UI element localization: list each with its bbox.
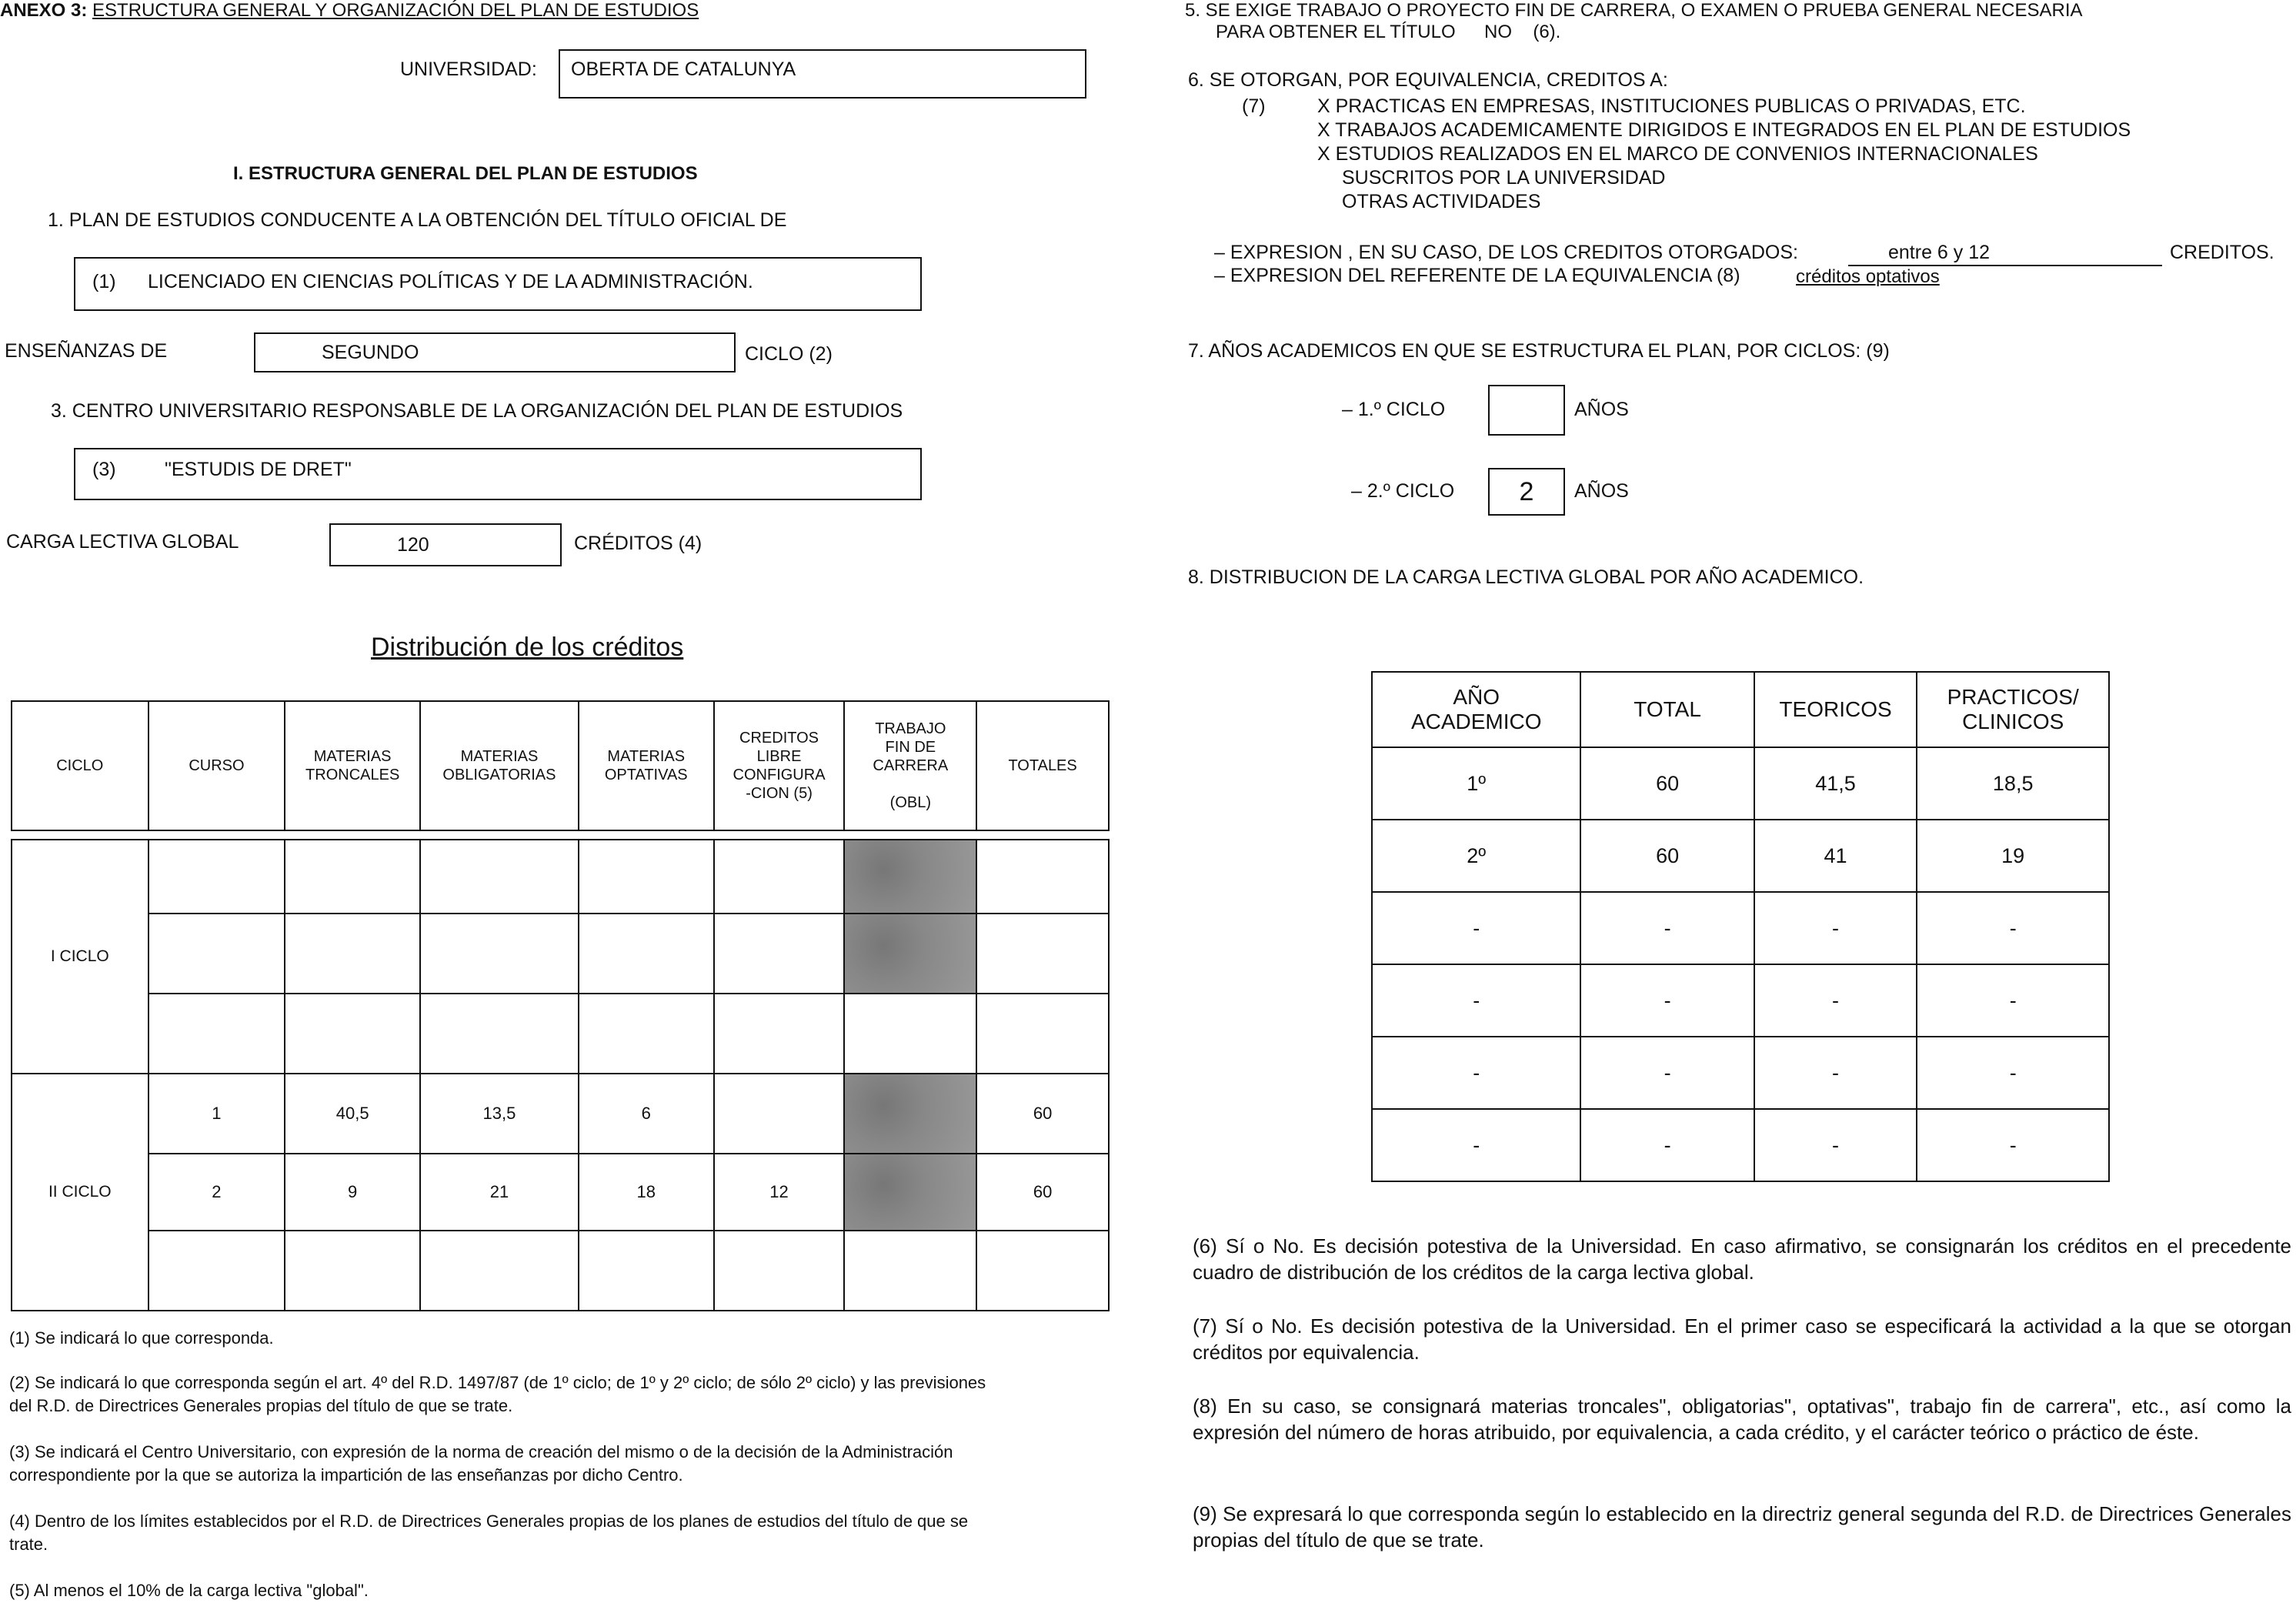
- ciclo2-years-box: [1488, 468, 1565, 516]
- item5-answer: NO: [1483, 22, 1512, 42]
- right-note-7: (7) Sí o No. Es decisión potestiva de la Universidad. En el primer caso se especificará la actividad a la que se otorgan créditos por equivalencia.: [1193, 1314, 2291, 1364]
- item7-title: 7. AÑOS ACADEMICOS EN QUE SE ESTRUCTURA EL PLAN, POR CICLOS: (9): [1188, 340, 1890, 362]
- libre-cell: 12: [714, 1154, 845, 1231]
- expr-credits-suffix: CREDITOS.: [2170, 242, 2274, 263]
- university-field: [559, 49, 1086, 99]
- header-totales: TOTALES: [976, 701, 1109, 830]
- ciclo2-years-unit: AÑOS: [1574, 480, 1629, 502]
- credits-header-row: [12, 701, 1109, 830]
- ensenanzas-suffix: CICLO (2): [745, 343, 833, 365]
- center-ref: (3): [92, 459, 116, 480]
- obligatorias-cell: 21: [420, 1154, 579, 1231]
- center-field: [74, 448, 922, 500]
- item6-option-4: SUSCRITOS POR LA UNIVERSIDAD: [1342, 167, 1666, 189]
- optativas-cell: 18: [579, 1154, 714, 1231]
- ciclo2-label: II CICLO: [12, 1074, 149, 1311]
- year-row: - - - -: [1372, 892, 2109, 964]
- left-note-5: (5) Al menos el 10% de la carga lectiva "global".: [9, 1581, 369, 1600]
- item3-text: 3. CENTRO UNIVERSITARIO RESPONSABLE DE LA ORGANIZACIÓN DEL PLAN DE ESTUDIOS: [51, 400, 903, 422]
- carga-suffix: CRÉDITOS (4): [574, 533, 702, 554]
- university-value: OBERTA DE CATALUNYA: [571, 58, 796, 80]
- section1-title: I. ESTRUCTURA GENERAL DEL PLAN DE ESTUDIOS: [233, 163, 698, 184]
- header-libre: CREDITOS LIBRE CONFIGURA -CION (5): [714, 701, 845, 830]
- right-note-9: (9) Se expresará lo que corresponda según lo establecido en la directriz general segunda del R.D. de Directrices Generales propias del título de que se trate.: [1193, 1502, 2291, 1552]
- year-row: - - - -: [1372, 964, 2109, 1037]
- ciclo2-row-1: [12, 1074, 1109, 1154]
- left-note-1: (1) Se indicará lo que corresponda.: [9, 1328, 274, 1348]
- carga-field: [329, 523, 562, 566]
- optativas-cell: 6: [579, 1074, 714, 1154]
- ciclo1-row-1: [12, 840, 1109, 914]
- expr-credits-label: – EXPRESION , EN SU CASO, DE LOS CREDITOS OTORGADOS:: [1214, 242, 1798, 263]
- year-header-row: [1372, 672, 2109, 747]
- year-row: 2º 60 41 19: [1372, 820, 2109, 892]
- carga-value: 120: [397, 534, 429, 556]
- ciclo2-row-3: [12, 1231, 1109, 1311]
- annex-title: ESTRUCTURA GENERAL Y ORGANIZACIÓN DEL PLAN DE ESTUDIOS: [92, 0, 699, 21]
- totales-cell: 60: [976, 1154, 1109, 1231]
- libre-cell: [714, 1074, 845, 1154]
- item5-line1: 5. SE EXIGE TRABAJO O PROYECTO FIN DE CARRERA, O EXAMEN O PRUEBA GENERAL NECESARIA: [1185, 0, 2083, 21]
- degree-ref: (1): [92, 271, 116, 292]
- item6-option-1: X PRACTICAS EN EMPRESAS, INSTITUCIONES PUBLICAS O PRIVADAS, ETC.: [1317, 95, 2026, 117]
- curso-cell: 2: [149, 1154, 285, 1231]
- ciclo1-years-label: – 1.º CICLO: [1342, 399, 1446, 420]
- ciclo2-years-value: 2: [1519, 477, 1534, 506]
- ciclo1-row-3: [12, 994, 1109, 1074]
- header-obligatorias: MATERIAS OBLIGATORIAS: [420, 701, 579, 830]
- header-curso: CURSO: [149, 701, 285, 830]
- year-row: - - - -: [1372, 1037, 2109, 1109]
- item6-option-5: OTRAS ACTIVIDADES: [1342, 191, 1541, 212]
- annex-heading: [0, 0, 699, 22]
- item5-line2: PARA OBTENER EL TÍTULO NO (6).: [1216, 22, 1561, 42]
- ciclo1-years-unit: AÑOS: [1574, 399, 1629, 420]
- item8-title: 8. DISTRIBUCION DE LA CARGA LECTIVA GLOBAL POR AÑO ACADEMICO.: [1188, 566, 1864, 588]
- header-ano: AÑO ACADEMICO: [1372, 672, 1580, 747]
- ciclo2-row-2: [12, 1154, 1109, 1231]
- carga-label: CARGA LECTIVA GLOBAL: [6, 531, 239, 553]
- distribution-title: Distribución de los créditos: [371, 633, 684, 662]
- degree-field: [74, 257, 922, 311]
- ciclo1-label: I CICLO: [12, 840, 149, 1074]
- year-row: - - - -: [1372, 1109, 2109, 1181]
- annex-label: ANEXO 3:: [0, 0, 88, 21]
- header-troncales: MATERIAS TRONCALES: [285, 701, 420, 830]
- header-optativas: MATERIAS OPTATIVAS: [579, 701, 714, 830]
- university-label: UNIVERSIDAD:: [400, 58, 537, 80]
- year-row: 1º 60 41,5 18,5: [1372, 747, 2109, 820]
- right-note-8: (8) En su caso, se consignará materias troncales", obligatorias", optativas", trabajo fin de carrera", etc., así como la expresión del número de horas atribuido, por equivalencia, a cada crédito, y el carácter teórico o práctico de éste.: [1193, 1395, 2291, 1444]
- left-note-4: (4) Dentro de los límites establecidos por el R.D. de Directrices Generales propias de los planes de estudios del título de que se trate.: [9, 1511, 969, 1554]
- credits-table: [11, 700, 1110, 1311]
- curso-cell: 1: [149, 1074, 285, 1154]
- ciclo2-years-label: – 2.º CICLO: [1351, 480, 1455, 502]
- header-practicos: PRACTICOS/ CLINICOS: [1917, 672, 2109, 747]
- troncales-cell: 9: [285, 1154, 420, 1231]
- header-teoricos: TEORICOS: [1754, 672, 1917, 747]
- ciclo1-row-2: [12, 914, 1109, 994]
- item6-option-2: X TRABAJOS ACADEMICAMENTE DIRIGIDOS E INTEGRADOS EN EL PLAN DE ESTUDIOS: [1317, 119, 2131, 141]
- item6-option-3: X ESTUDIOS REALIZADOS EN EL MARCO DE CONVENIOS INTERNACIONALES: [1317, 143, 2038, 165]
- year-table: [1371, 671, 2110, 1182]
- shaded-cell: [844, 1074, 976, 1154]
- spacer-row: [12, 830, 1109, 840]
- item6-ref: (7): [1242, 95, 1266, 117]
- item6-title: 6. SE OTORGAN, POR EQUIVALENCIA, CREDITOS A:: [1188, 69, 1668, 91]
- totales-cell: 60: [976, 1074, 1109, 1154]
- shaded-cell: [844, 840, 976, 914]
- obligatorias-cell: 13,5: [420, 1074, 579, 1154]
- header-ciclo: CICLO: [12, 701, 149, 830]
- ensenanzas-value: SEGUNDO: [322, 342, 419, 363]
- ensenanzas-label: ENSEÑANZAS DE: [5, 340, 168, 362]
- expr-ref-value: créditos optativos: [1796, 266, 1940, 287]
- expr-ref-label: – EXPRESION DEL REFERENTE DE LA EQUIVALENCIA (8): [1214, 265, 1740, 286]
- center-value: "ESTUDIS DE DRET": [165, 459, 352, 480]
- ensenanzas-field: [254, 332, 736, 372]
- expr-credits-line: [1848, 242, 2162, 266]
- header-total: TOTAL: [1580, 672, 1754, 747]
- right-note-6: (6) Sí o No. Es decisión potestiva de la Universidad. En caso afirmativo, se consignarán los créditos en el precedente cuadro de distribución de los créditos de la carga lectiva global.: [1193, 1234, 2291, 1284]
- header-trabajo: TRABAJO FIN DE CARRERA (OBL): [844, 701, 976, 830]
- expr-credits-value: entre 6 y 12: [1888, 242, 1991, 263]
- shaded-cell: [844, 1154, 976, 1231]
- shaded-cell: [844, 914, 976, 994]
- left-note-2: (2) Se indicará lo que corresponda según el art. 4º del R.D. 1497/87 (de 1º ciclo; de 1º y 2º ciclo; de sólo 2º ciclo) y las previsiones del R.D. de Directrices Generales propias del título de que se trate.: [9, 1373, 986, 1415]
- item1-text: 1. PLAN DE ESTUDIOS CONDUCENTE A LA OBTENCIÓN DEL TÍTULO OFICIAL DE: [48, 209, 787, 231]
- ciclo1-years-box: [1488, 385, 1565, 436]
- degree-value: LICENCIADO EN CIENCIAS POLÍTICAS Y DE LA ADMINISTRACIÓN.: [148, 271, 753, 292]
- troncales-cell: 40,5: [285, 1074, 420, 1154]
- left-note-3: (3) Se indicará el Centro Universitario, con expresión de la norma de creación del mismo o de la decisión de la Administración correspondiente por la que se autoriza la impartición de las enseñanzas por dicho Centro.: [9, 1442, 953, 1485]
